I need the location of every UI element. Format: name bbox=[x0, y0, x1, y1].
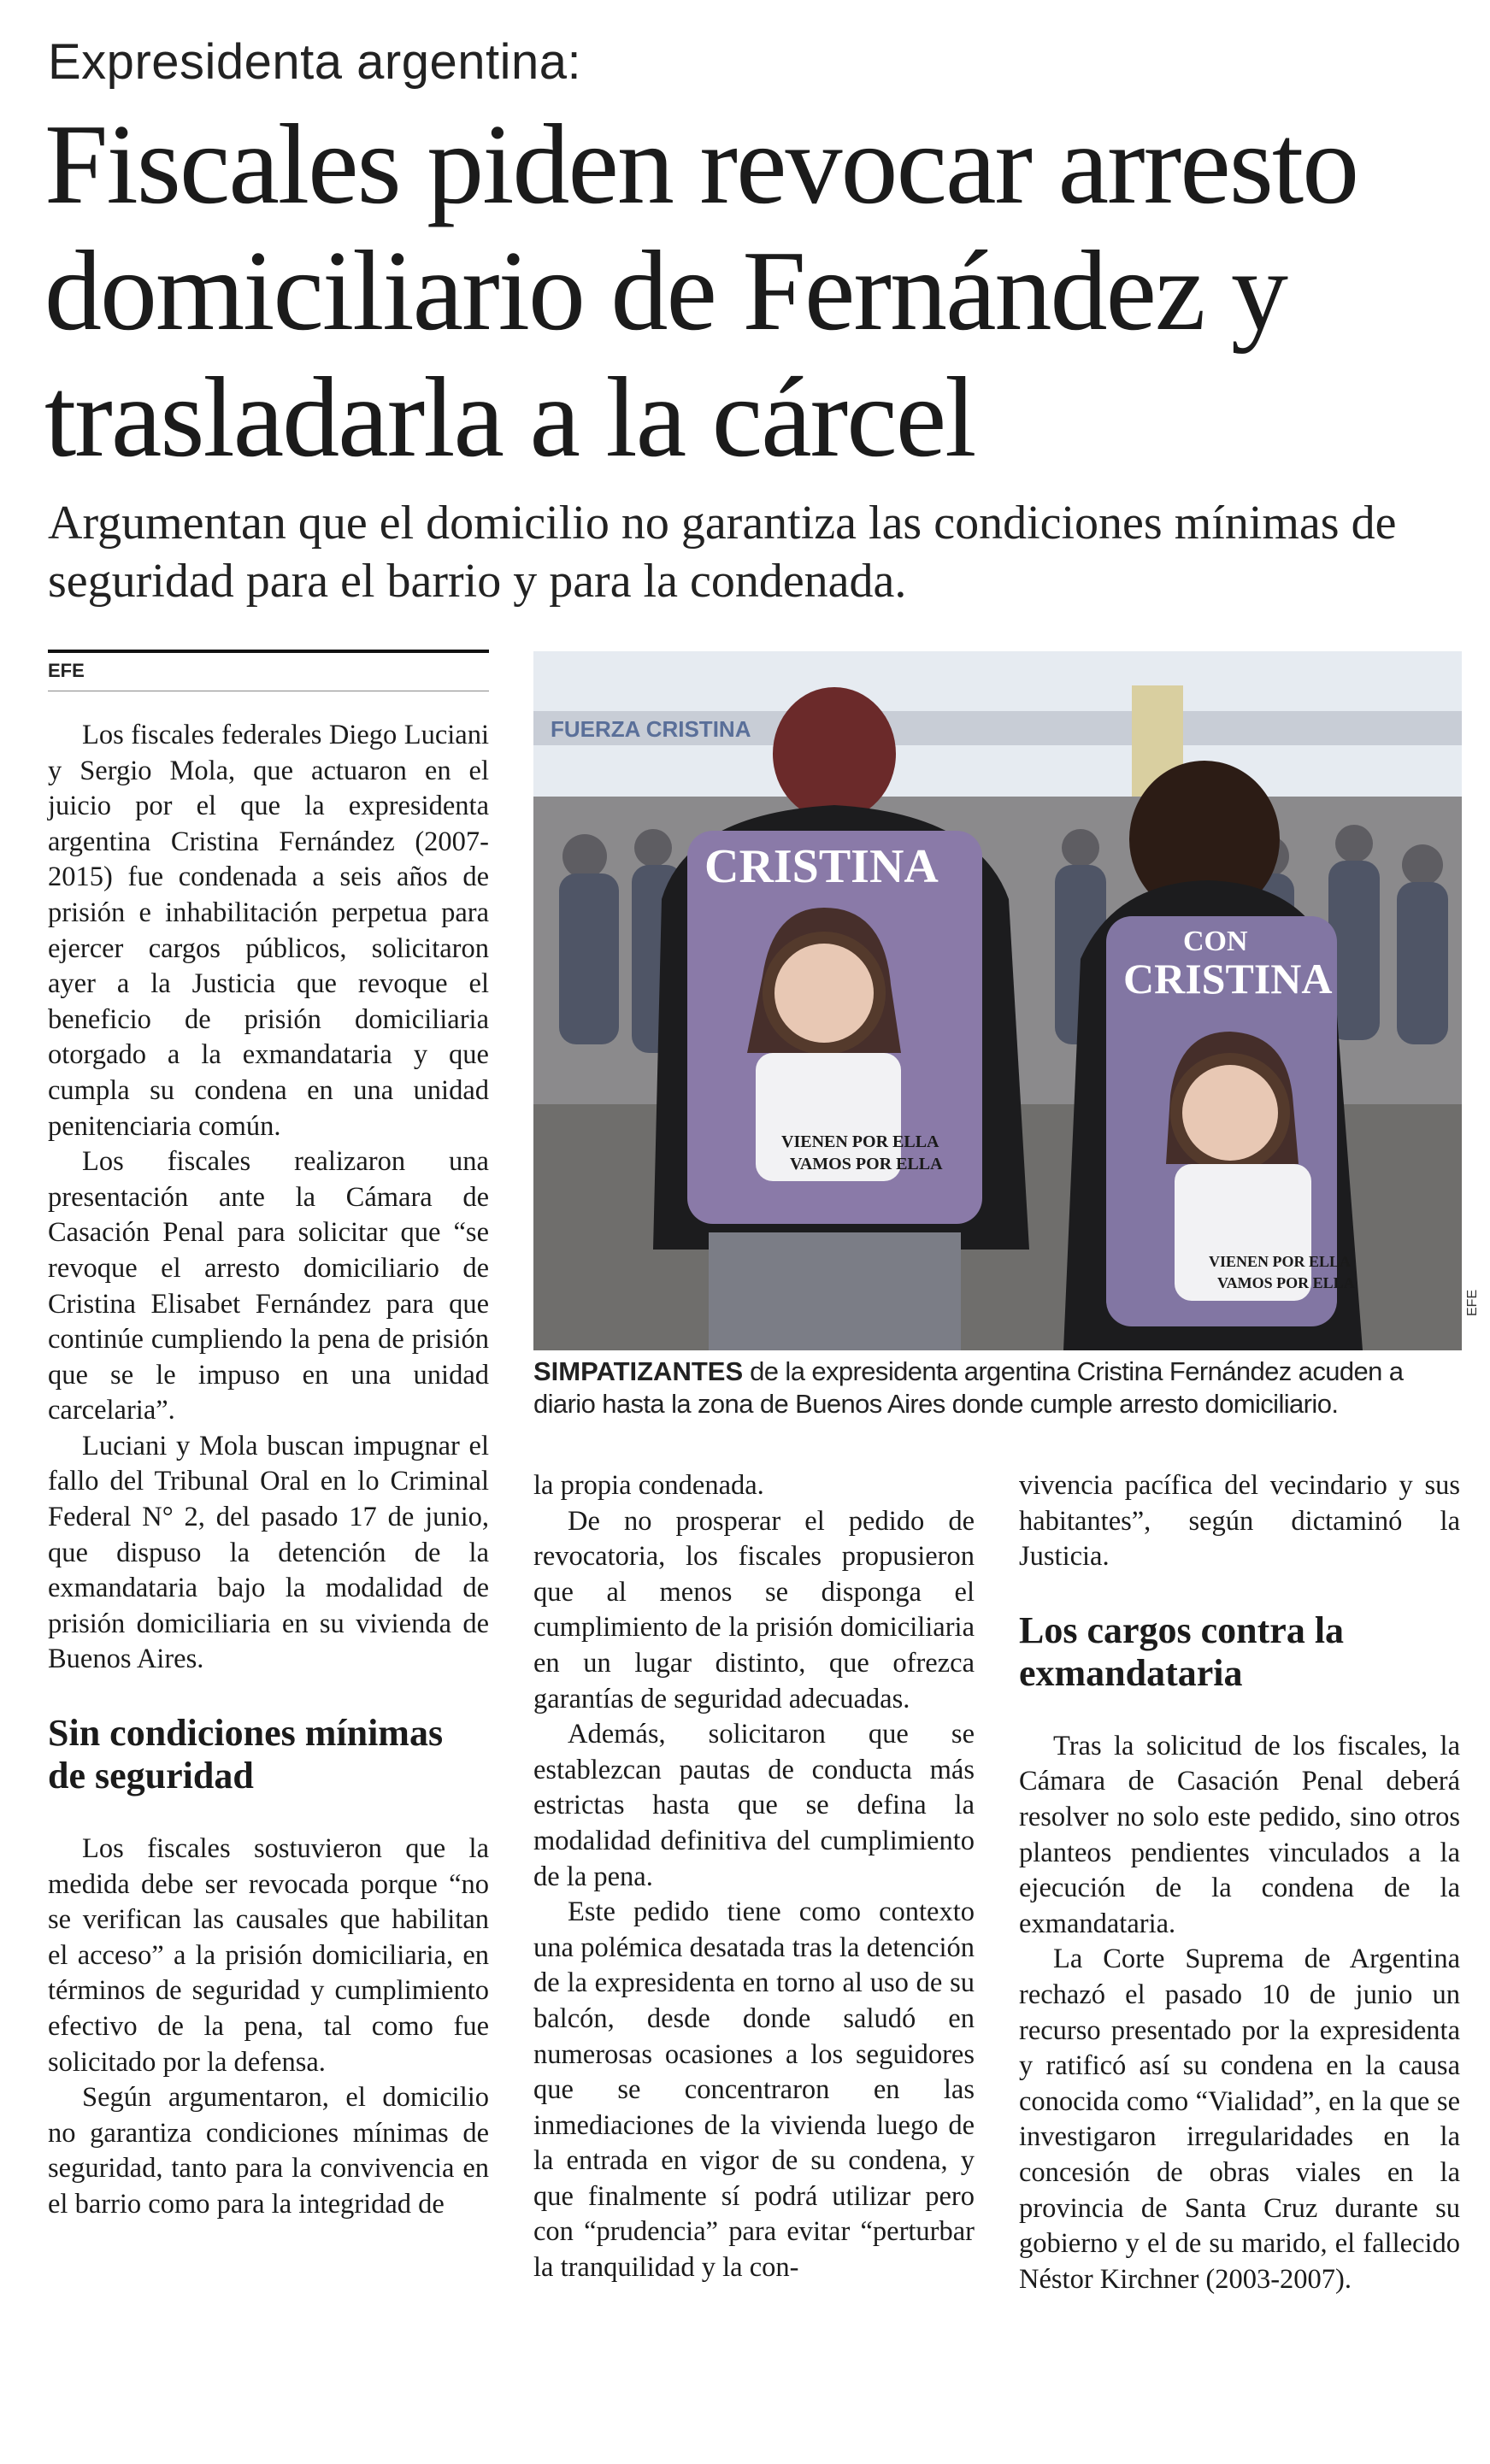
caption-lead: SIMPATIZANTES bbox=[533, 1356, 744, 1386]
vest-text: VAMOS POR ELLA bbox=[1217, 1274, 1355, 1291]
photo-illustration bbox=[533, 651, 1462, 1350]
caption-text: de la expresidenta argentina Cristina Fernández acuden a diario hasta la zona de Buenos Aires donde cumple arresto domiciliario. bbox=[533, 1356, 1404, 1419]
photo-caption bbox=[533, 1355, 1462, 1420]
column-1 bbox=[48, 718, 489, 2223]
vest-text: CRISTINA bbox=[704, 840, 939, 893]
paragraph: La Corte Suprema de Argentina rechazó el pasado 10 de junio un recurso presentado por la expresidenta y ratificó así su condena en la causa conocida como “Vialidad”, en la que se investigaron irregularidades en la concesión de obras viales en la provincia de Santa Cruz durante su gobierno y el de su marido, el fallecido Néstor Kirchner (2003-2007). bbox=[1019, 1944, 1460, 2295]
vest-text: VIENEN POR ELLA bbox=[1209, 1253, 1352, 1270]
vest-text: VAMOS POR ELLA bbox=[790, 1155, 943, 1173]
paragraph: Los fiscales sostuvieron que la medida debe ser revocada porque “no se verifican las causales que habilitan el acceso” a la prisión domiciliaria, en términos de seguridad y cumplimiento efectivo de la pena, tal como fue solicitado por la defensa. bbox=[48, 1833, 489, 2078]
paragraph: De no prosperar el pedido de revocatoria, los fiscales propusieron que al menos se disponga el cumplimiento de la prisión domiciliaria en un lugar distinto, que ofrezca garantías de seguridad adecuadas. bbox=[533, 1505, 975, 1714]
paragraph: Luciani y Mola buscan impugnar el fallo del Tribunal Oral en lo Criminal Federal N° 2, del pasado 17 de junio, que dispuso la detención de la exmandataria bajo la modalidad de prisión domiciliaria en su vivienda de Buenos Aires. bbox=[48, 1430, 489, 1675]
headline: Fiscales piden revocar arresto domiciliario de Fernández y trasladarla a la cárcel bbox=[44, 101, 1358, 480]
kicker: Expresidenta argentina: bbox=[48, 34, 582, 90]
photo-credit: EFE bbox=[1465, 1289, 1480, 1316]
paragraph: Según argumentaron, el domicilio no garantiza condiciones mínimas de seguridad, tanto para la convivencia en el barrio como para la integridad de bbox=[48, 2082, 489, 2220]
paragraph: Los fiscales federales Diego Luciani y Sergio Mola, que actuaron en el juicio por el que la expresidenta argentina Cristina Fernández (2007-2015) fue condenada a seis años de prisión e inhabilitación perpetua para ejercer cargos públicos, solicitaron ayer a la Justicia que revoque el beneficio de prisión domiciliaria otorgado a la exmandataria y que cumpla su condena en una unidad penitenciaria común. bbox=[48, 720, 489, 1142]
paragraph: Los fiscales realizaron una presentación ante la Cámara de Casación Penal para solicitar que “se revoque el arresto domiciliario de Cristina Elisabet Fernández para que continúe cumpliendo la pena de prisión que se le impuso en una unidad carcelaria”. bbox=[48, 1146, 489, 1426]
vest-text: CON bbox=[1183, 926, 1248, 957]
column-2 bbox=[533, 1468, 975, 2286]
byline: EFE bbox=[48, 660, 489, 691]
paragraph: Este pedido tiene como contexto una polémica desatada tras la detención de la expresidenta en torno al uso de su balcón, desde donde saludó en numerosas ocasiones a los seguidores que se concentraron en las inmediaciones de la vivienda luego de la entrada en vigor de su condena, y que finalmente sí podrá utilizar pero con “prudencia” para evitar “perturbar la tranquilidad y la con- bbox=[533, 1897, 975, 2284]
subheading-cargos: Los cargos contra la exmandataria bbox=[1019, 1608, 1345, 1694]
paragraph: vivencia pacífica del vecindario y sus habitantes”, según dictaminó la Justicia. bbox=[1019, 1470, 1460, 1573]
vest-text: VIENEN POR ELLA bbox=[781, 1132, 939, 1151]
deck-subtitle: Argumentan que el domicilio no garantiza las condiciones mínimas de seguridad para el barrio y para la condenada. bbox=[48, 497, 1397, 608]
byline-rule bbox=[48, 650, 489, 653]
banner-text: FUERZA CRISTINA bbox=[551, 716, 751, 742]
paragraph: Además, solicitaron que se establezcan pautas de conducta más estrictas hasta que se defina la modalidad definitiva del cumplimiento de la pena. bbox=[533, 1719, 975, 1892]
vest-text: CRISTINA bbox=[1123, 955, 1333, 1003]
news-photo bbox=[533, 651, 1462, 1350]
paragraph: la propia condenada. bbox=[533, 1470, 764, 1501]
paragraph: Tras la solicitud de los fiscales, la Cámara de Casación Penal deberá resolver no solo este pedido, sino otros planteos pendientes vinculados a la ejecución de la condena de la exmandataria. bbox=[1019, 1730, 1460, 1939]
subheading-seguridad: Sin condiciones mínimas de seguridad bbox=[48, 1712, 444, 1797]
column-3 bbox=[1019, 1468, 1460, 2297]
